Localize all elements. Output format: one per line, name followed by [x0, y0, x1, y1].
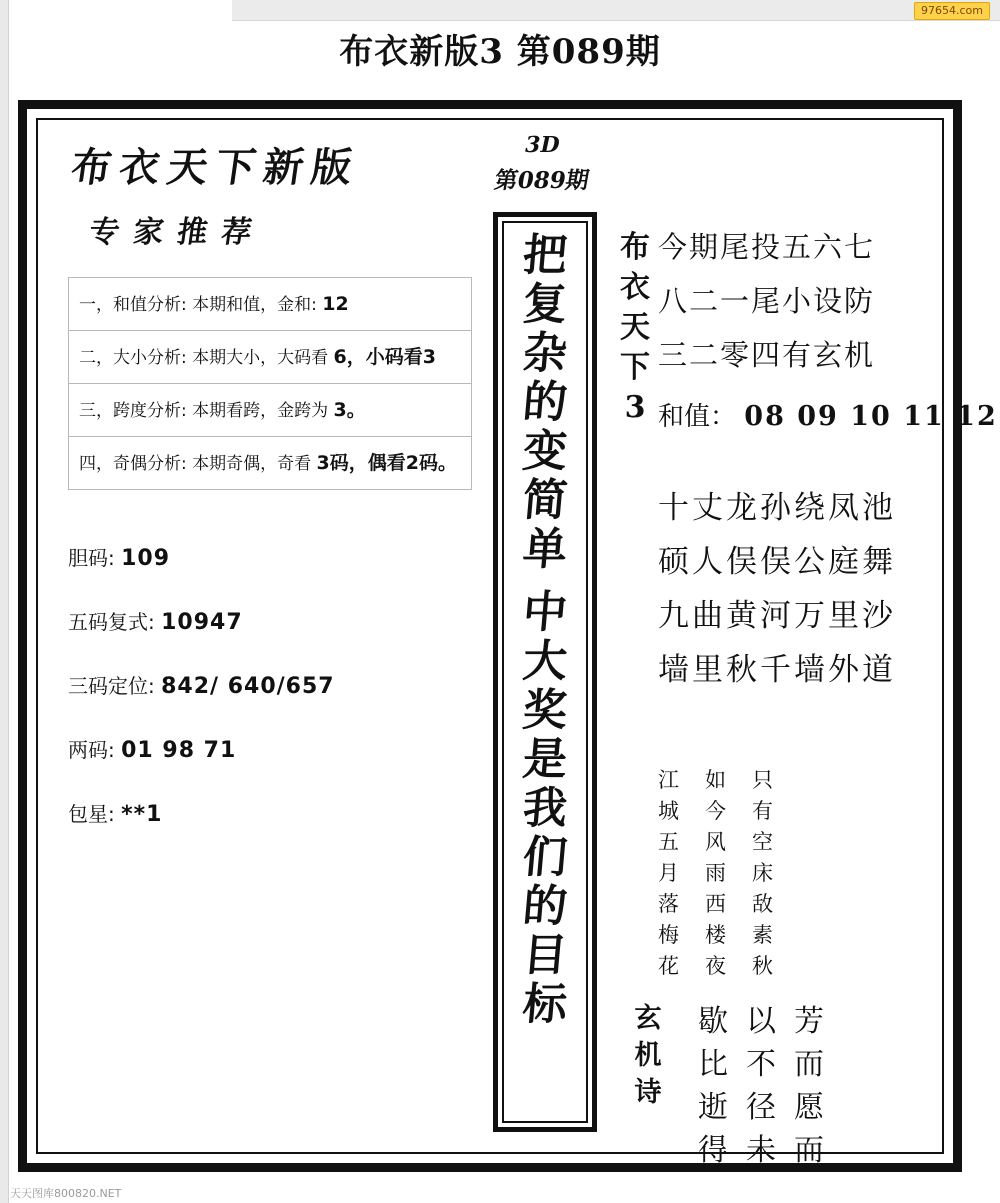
- vpoem-char: 落: [658, 892, 679, 916]
- analysis-label: 一，和值分析: 本期和值，金和:: [79, 295, 317, 315]
- side-brand-char: 布: [620, 230, 650, 265]
- bottom-verse-column: [794, 1000, 824, 1172]
- bottom-verse-column: [698, 1000, 728, 1172]
- right-column: [658, 220, 998, 697]
- picks-list: [68, 542, 488, 827]
- vpoem-char: 城: [658, 799, 679, 823]
- pick-value: 842/ 640/657: [161, 674, 335, 699]
- footer-watermark: 天天图库800820.NET: [10, 1187, 122, 1200]
- sum-values: 08 09 10 11 12: [744, 401, 998, 432]
- slogan-char: 简: [520, 475, 570, 526]
- xuanji-char: 诗: [634, 1077, 662, 1108]
- slogan-char: 把: [520, 230, 570, 281]
- vpoem-char: 只: [752, 768, 773, 792]
- rhyme-line: 八二一尾小设防: [658, 284, 876, 318]
- bverse-char: 径: [746, 1090, 776, 1125]
- center-meta: [493, 132, 603, 195]
- slogan-char: 的: [520, 881, 570, 932]
- vpoem-char: 空: [752, 830, 773, 854]
- side-brand-char: 3: [624, 390, 646, 425]
- vpoem-char: 江: [658, 768, 679, 792]
- vertical-poem-column: [705, 765, 726, 982]
- brand-title: 布衣天下新版: [68, 144, 363, 191]
- sum-values-row: [658, 396, 998, 433]
- vpoem-char: 敌: [752, 892, 773, 916]
- slogan-char: 们: [520, 832, 570, 883]
- bverse-char: 芳: [794, 1004, 824, 1039]
- bverse-char: 得: [698, 1133, 728, 1168]
- analysis-table: [68, 277, 472, 490]
- pick-row-dan: [68, 542, 488, 571]
- left-gutter-rule: [0, 0, 9, 1203]
- vpoem-char: 五: [658, 830, 679, 854]
- analysis-value: 12: [322, 293, 349, 315]
- analysis-row: [69, 437, 471, 490]
- vpoem-char: 秋: [752, 954, 773, 978]
- analysis-value: 3码，偶看2码。: [316, 452, 457, 474]
- slogan-char: 的: [520, 377, 570, 428]
- brand-subtitle: 专家推荐: [87, 215, 268, 250]
- slogan-char: 目: [520, 930, 570, 981]
- page-title: 布衣新版3 第089期: [339, 32, 661, 72]
- vpoem-char: 月: [658, 861, 679, 885]
- vpoem-char: 西: [705, 892, 726, 916]
- bverse-char: 愿: [794, 1090, 824, 1125]
- bverse-char: 逝: [698, 1090, 728, 1125]
- left-column: [68, 136, 488, 1146]
- top-strip: [232, 0, 1000, 21]
- xuanji-char: 机: [634, 1040, 662, 1071]
- xuanji-char: 玄: [634, 1003, 662, 1034]
- vpoem-char: 风: [705, 830, 726, 854]
- analysis-row: [69, 331, 471, 384]
- side-brand-label: [613, 228, 657, 428]
- game-code: 3D: [522, 132, 563, 158]
- slogan-char: 单: [520, 524, 570, 575]
- vpoem-char: 床: [752, 861, 773, 885]
- slogan-char: 我: [520, 783, 570, 834]
- side-brand-char: 天: [620, 310, 650, 345]
- vertical-slogan-inner: [502, 221, 588, 1123]
- issue-number: 第089期: [492, 167, 592, 194]
- rhyme-line: 今期尾投五六七: [658, 230, 876, 264]
- analysis-label: 二，大小分析: 本期大小，大码看: [79, 348, 329, 368]
- pick-row-baoxing: [68, 798, 488, 827]
- vertical-poem-column: [658, 765, 679, 982]
- analysis-value: 3。: [333, 399, 366, 421]
- slogan-char: 中: [520, 587, 570, 638]
- analysis-label: 三，跨度分析: 本期看跨，金跨为: [79, 401, 329, 421]
- bverse-char: 不: [746, 1047, 776, 1082]
- vpoem-char: 夜: [705, 954, 726, 978]
- slogan-char: 杂: [520, 328, 570, 379]
- bverse-char: 而: [794, 1047, 824, 1082]
- analysis-value: 6，小码看3: [333, 346, 436, 368]
- vertical-slogan-banner: [493, 212, 597, 1132]
- vpoem-char: 楼: [705, 923, 726, 947]
- slogan-char: 变: [520, 426, 570, 477]
- slogan-char: 是: [520, 734, 570, 785]
- poster-inner-frame: [36, 118, 998, 1168]
- vpoem-char: 花: [658, 954, 679, 978]
- pick-value: 01 98 71: [121, 738, 237, 763]
- vpoem-char: 雨: [705, 861, 726, 885]
- poem-line: 硕人俣俣公庭舞: [658, 544, 896, 580]
- pick-label: 五码复式:: [68, 610, 155, 634]
- slogan-char: 奖: [520, 685, 570, 736]
- analysis-label: 四，奇偶分析: 本期奇偶，奇看: [79, 454, 312, 474]
- poem-block: [658, 481, 958, 697]
- bottom-verse: [698, 1000, 824, 1172]
- rhyme-line: 三二零四有玄机: [658, 338, 876, 372]
- pick-row-three: [68, 670, 488, 699]
- analysis-row: [69, 278, 471, 331]
- slogan-char: 复: [520, 279, 570, 330]
- pick-value: **1: [121, 802, 163, 827]
- poem-line: 墙里秋千墙外道: [658, 652, 896, 688]
- slogan-char: 标: [520, 979, 570, 1030]
- pick-row-two: [68, 734, 488, 763]
- side-brand-char: 衣: [620, 270, 650, 305]
- sum-label: 和值：: [658, 402, 737, 432]
- vpoem-char: 如: [705, 768, 726, 792]
- bverse-char: 而: [794, 1133, 824, 1168]
- vertical-poem-column: [752, 765, 773, 982]
- vpoem-char: 梅: [658, 923, 679, 947]
- pick-value: 10947: [161, 610, 243, 635]
- bverse-char: 歇: [698, 1004, 728, 1039]
- vpoem-char: 素: [752, 923, 773, 947]
- xuanji-poem-label: [628, 1000, 668, 1111]
- bottom-verse-column: [746, 1000, 776, 1172]
- analysis-row: [69, 384, 471, 437]
- pick-label: 三码定位:: [68, 674, 155, 698]
- site-watermark-badge: 97654.com: [914, 2, 990, 20]
- bverse-char: 未: [746, 1133, 776, 1168]
- vpoem-char: 有: [752, 799, 773, 823]
- pick-label: 两码:: [68, 738, 115, 762]
- pick-row-five: [68, 606, 488, 635]
- poem-line: 十丈龙孙绕凤池: [658, 490, 896, 526]
- pick-label: 胆码:: [68, 546, 115, 570]
- slogan-char: 大: [520, 636, 570, 687]
- side-brand-char: 下: [620, 350, 650, 385]
- pick-value: 109: [121, 546, 171, 571]
- vertical-poem: [658, 765, 773, 982]
- vpoem-char: 今: [705, 799, 726, 823]
- bverse-char: 以: [746, 1004, 776, 1039]
- bverse-char: 比: [698, 1047, 728, 1082]
- poster-frame: [18, 100, 998, 1172]
- pick-label: 包星:: [68, 802, 115, 826]
- poem-line: 九曲黄河万里沙: [658, 598, 896, 634]
